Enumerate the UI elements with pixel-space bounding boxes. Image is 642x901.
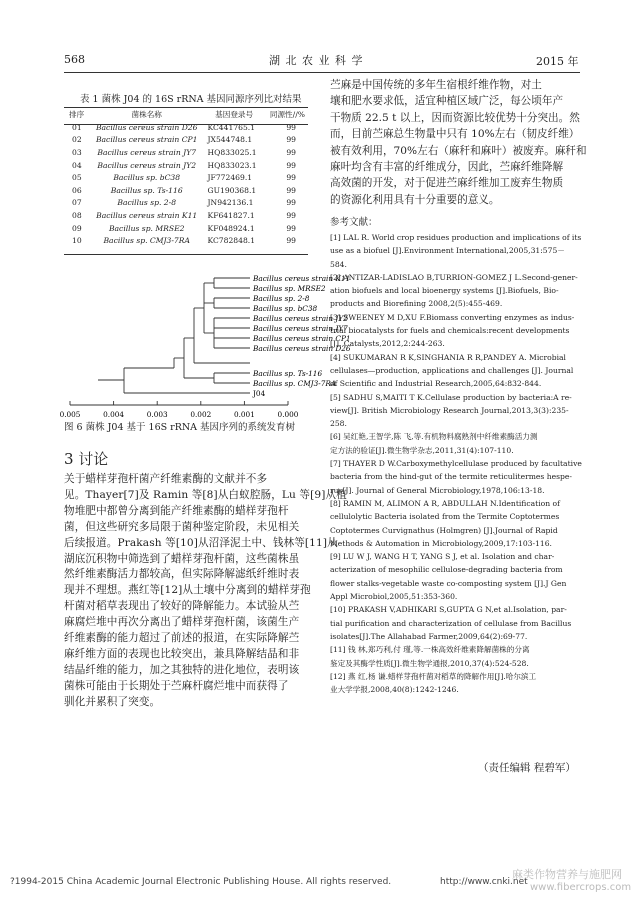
- table-cell: JX544748.1: [207, 135, 253, 145]
- table-cell: Bacillus sp. CMJ3-7RA: [103, 236, 190, 246]
- text-line: 菌，但这些研究多局限于菌种鉴定阶段，未见相关: [64, 520, 300, 533]
- table-cell: GU190368.1: [207, 185, 257, 195]
- col-header: 同源性//%: [269, 110, 305, 119]
- editor-note: （责任编辑 程碧军）: [478, 762, 576, 774]
- table-row: [64, 234, 308, 247]
- table-row: [64, 146, 308, 159]
- homology-table: [64, 108, 308, 247]
- reference-line: tial purification and characterization of cellulase from Bacillus: [330, 618, 572, 628]
- tree-leaf-label: Bacillus cereus strain JY2: [253, 314, 348, 323]
- reference-line: bacteria from the hind-gut of the termite reticulitermes hespe-: [330, 472, 572, 482]
- table-cell: KC782848.1: [207, 236, 256, 246]
- table-cell: Bacillus cereus strain K11: [96, 210, 198, 220]
- tree-leaf-label: J04: [253, 389, 266, 398]
- reference-line: 鉴定及其酶学性质[J].微生物学通报,2010,37(4):524-528.: [330, 658, 529, 668]
- intro-conclusion-text: [330, 77, 587, 208]
- tree-leaf-label: Bacillus sp. bC38: [253, 304, 318, 313]
- reference-line: 业大学学报,2008,40(8):1242-1246.: [330, 685, 459, 695]
- table-bottom-rule: [64, 254, 308, 255]
- table-row: [64, 222, 308, 235]
- tree-leaf-label: Bacillus cereus strain JY7: [253, 324, 348, 333]
- reference-line: [4] SUKUMARAN R K,SINGHANIA R R,PANDEY A. Microbial: [330, 352, 566, 362]
- col-header: 排序: [69, 110, 85, 119]
- reference-line: products and Biorefining 2008,2(5):455-469.: [330, 299, 503, 309]
- reference-line: view[J]. British Microbiology Research Journal,2013,3(3):235-: [330, 405, 569, 415]
- reference-line: 584.: [330, 259, 347, 269]
- table-cell: 07: [72, 198, 82, 208]
- reference-line: [12] 燕 红,杨 谦.蜡样芽孢杆菌对稻草的降解作用[J].哈尔滨工: [330, 671, 537, 681]
- discussion-text: [64, 472, 347, 711]
- section-heading: 3 讨论: [64, 450, 109, 468]
- table-cell: 99: [286, 160, 296, 170]
- table-cell: Bacillus cereus strain JY7: [97, 147, 197, 157]
- table-cell: Bacillus cereus strain D26: [95, 122, 198, 132]
- table-cell: 02: [72, 135, 82, 145]
- reference-line: Methods & Automation in Microbiology,2009,17:103-116.: [330, 538, 552, 548]
- reference-line: trial biocatalysts for fuels and chemicals:recent developments: [330, 326, 570, 336]
- cnki-link[interactable]: http://www.cnki.net: [440, 877, 528, 887]
- table-cell: 01: [72, 122, 82, 132]
- scale-tick-label: 0.002: [190, 410, 212, 419]
- reference-line: ation biofuels and local bioenergy systems [J].Biofuels, Bio-: [330, 286, 559, 296]
- table-cell: Bacillus sp. 2-8: [117, 198, 177, 208]
- reference-line: of Scientific and Industrial Research,2005,64:832-844.: [330, 379, 542, 389]
- table-cell: Bacillus sp. MRSE2: [108, 223, 185, 233]
- text-line: 高效菌的开发，对于促进苎麻纤维加工废弃生物质: [330, 177, 564, 190]
- table-row: [64, 197, 308, 210]
- table-cell: 99: [286, 210, 296, 220]
- table-cell: JN942136.1: [207, 198, 254, 208]
- figure6-caption: 图 6 菌株 J04 基于 16S rRNA 基因序列的系统发育树: [64, 422, 296, 433]
- reference-line: Appl Microbiol,2005,51:353-360.: [330, 592, 458, 602]
- table-cell: 99: [286, 135, 296, 145]
- tree-leaf-label: Bacillus sp. Ts-116: [253, 369, 323, 378]
- col-header: 基因登录号: [215, 110, 254, 119]
- table-cell: JF772469.1: [207, 173, 253, 183]
- table-cell: 99: [286, 147, 296, 157]
- table-row: [64, 134, 308, 147]
- reference-line: [5] SADHU S,MAITI T K.Cellulase production by bacteria:A re-: [330, 392, 572, 402]
- text-line: 纤维素酶的能力超过了前述的报道，在实际降解苎: [64, 632, 300, 645]
- reference-line: [10] PRAKASH V,ADHIKARI S,GUPTA G N,et al.Isolation, par-: [330, 605, 567, 615]
- table-cell: 08: [72, 210, 82, 220]
- phylogenetic-tree: [59, 268, 351, 420]
- reference-line: cellulolytic Bacteria isolated from the Termite Coptotermes: [330, 512, 560, 522]
- text-line: 杆菌对稻草表现出了较好的降解能力。本试验从苎: [64, 600, 300, 613]
- text-line: 关于蜡样芽孢杆菌产纤维素酶的文献并不多: [64, 473, 268, 485]
- table-cell: Bacillus cereus strain CP1: [95, 135, 198, 145]
- table-cell: Bacillus sp. Ts-116: [110, 185, 183, 195]
- tree-leaf-label: Bacillus cereus strain D26: [253, 344, 351, 353]
- text-line: 的资源化利用具有十分重要的意义。: [330, 193, 500, 206]
- table-header-row: [64, 108, 308, 121]
- scale-tick-label: 0.005: [59, 410, 81, 419]
- scale-tick-label: 0.004: [103, 410, 125, 419]
- scale-tick-label: 0.000: [277, 410, 299, 419]
- table-cell: KF641827.1: [207, 210, 255, 220]
- tree-leaf-label: Bacillus sp. MRSE2: [253, 284, 326, 293]
- col-header: 菌株名称: [131, 110, 162, 119]
- text-line: 麻腐烂堆中再次分离出了蜡样芽孢杆菌，该菌生产: [64, 616, 300, 629]
- table-cell: Bacillus sp. bC38: [113, 173, 181, 183]
- text-line: 干物质 22.5 t 以上，因而资源比较优势十分突出。然: [330, 111, 580, 124]
- reference-list: [330, 231, 582, 696]
- table1-caption: 表 1 菌株 J04 的 16S rRNA 基因同源序列比对结果: [80, 94, 302, 105]
- text-line: 现并不理想。燕红等[12]从土壤中分离到的蜡样芽孢: [64, 584, 311, 597]
- text-line: 驯化并累积了突变。: [64, 695, 161, 708]
- table-cell: HQ833023.1: [207, 160, 257, 170]
- tree-leaf-label: Bacillus cereus strain K11: [253, 274, 351, 283]
- table-cell: 99: [286, 173, 296, 183]
- reference-line: [3] SWEENEY M D,XU F.Biomass converting enzymes as indus-: [330, 312, 575, 322]
- table-cell: 99: [286, 198, 296, 208]
- tree-leaf-label: Bacillus sp. 2-8: [253, 294, 310, 303]
- header-rule: [64, 72, 580, 73]
- scale-tick-label: 0.001: [233, 410, 255, 419]
- watermark-cn: 麻类作物营养与施肥网: [512, 868, 622, 881]
- table-cell: 09: [72, 223, 82, 233]
- reference-line: rus[J]. Journal of General Microbiology,1978,106:13-18.: [330, 485, 545, 495]
- text-line: 然纤维素酶活力都较高，但实际降解滤纸纤维时表: [64, 568, 300, 581]
- text-line: 后续报道。Prakash 等[10]从沼泽泥土中、钱林等[11]从: [64, 536, 338, 549]
- table-cell: Bacillus cereus strain JY2: [97, 160, 197, 170]
- text-line: 麻叶均含有丰富的纤维成分，因此，苎麻纤维降解: [330, 161, 564, 174]
- reference-line: [J]. Catalysts,2012,2:244-263.: [330, 339, 445, 349]
- table-row: [64, 171, 308, 184]
- text-line: 而，目前苎麻总生物量中只有 10%左右（韧皮纤维）: [330, 128, 580, 141]
- table-cell: HQ833025.1: [207, 147, 257, 157]
- scale-axis: [70, 401, 288, 405]
- table-mid-rule: [64, 124, 308, 125]
- scale-tick-label: 0.003: [146, 410, 168, 419]
- text-line: 麻纤维方面的表现也比较突出，兼具降解结晶和非: [64, 647, 300, 660]
- reference-line: [6] 吴红艳,王智学,陈 飞,等.有机物料腐熟剂中纤维素酶活力测: [330, 432, 538, 442]
- table-row: [64, 121, 308, 134]
- text-line: 菌株可能由于长期处于苎麻杆腐烂堆中而获得了: [64, 679, 289, 692]
- table-cell: 04: [72, 160, 82, 170]
- reference-line: flower stalks-vegetable waste co-composting system [J].J Gen: [330, 578, 567, 588]
- table-row: [64, 159, 308, 172]
- reference-line: [8] RAMIN M, ALIMON A R, ABDULLAH N.Identification of: [330, 498, 560, 508]
- reference-line: [1] LAL R. World crop residues production and implications of its: [330, 233, 582, 242]
- text-line: 见。Thayer[7]及 Ramin 等[8]从白蚁腔肠，Lu 等[9]从植: [64, 488, 347, 501]
- copyright-text: ?1994-2015 China Academic Journal Electronic Publishing House. All rights reserved.: [10, 877, 392, 887]
- table-cell: 03: [72, 147, 82, 157]
- reference-line: [2] ANTIZAR-LADISLAO B,TURRION-GOMEZ J L.Second-gener-: [330, 272, 578, 282]
- table-cell: KC441765.1: [207, 122, 256, 132]
- table-cell: 99: [286, 185, 296, 195]
- table-cell: KF048924.1: [207, 223, 255, 233]
- text-line: 物堆肥中都曾分离到能产纤维素酶的蜡样芽孢杆: [64, 504, 289, 517]
- text-line: 结晶纤维的能力，加之其独特的进化地位，表明该: [64, 663, 300, 676]
- reference-line: 258.: [330, 419, 347, 429]
- text-line: 壤和肥水要求低，适宜种植区域广泛，每公顷年产: [330, 95, 564, 108]
- table-row: [64, 184, 308, 197]
- text-line: 湖底沉积物中筛选到了蜡样芽孢杆菌，这些菌株虽: [64, 552, 300, 565]
- table-cell: 99: [286, 223, 296, 233]
- reference-line: acterization of mesophilic cellulose-degrading bacteria from: [330, 565, 563, 575]
- reference-line: isolates[J].The Allahabad Farmer,2009,64(2):69-77.: [330, 631, 528, 641]
- reference-line: [9] LU W J, WANG H T, YANG S J, et al. Isolation and char-: [330, 552, 555, 562]
- reference-line: [11] 钱 林,郑巧利,付 瑾,等.一株高效纤维素降解菌株的分离: [330, 645, 530, 655]
- reference-line: 定方法的验证[J].微生物学杂志,2011,31(4):107-110.: [330, 445, 514, 455]
- page-number: 568: [64, 53, 85, 66]
- table-cell: 06: [72, 185, 82, 195]
- text-line: 苎麻是中国传统的多年生宿根纤维作物，对土: [330, 79, 542, 91]
- table-cell: 10: [72, 236, 82, 246]
- reference-line: cellulases—production, applications and challenges [J]. Journal: [330, 365, 574, 375]
- table-cell: 05: [72, 173, 82, 183]
- journal-year: 2015 年: [536, 55, 579, 68]
- reference-line: Coptotermes Curvignathus (Holmgren) [J].Journal of Rapid: [330, 525, 558, 535]
- tree-branches: [98, 278, 250, 393]
- tree-leaf-label: Bacillus cereus strain CP1: [253, 334, 351, 343]
- table-cell: 99: [286, 236, 296, 246]
- watermark-url: www.fibercrops.com: [530, 882, 632, 893]
- table-cell: 99: [286, 122, 296, 132]
- reference-line: [7] THAYER D W.Carboxymethylcellulase produced by facultative: [330, 459, 582, 469]
- table-row: [64, 209, 308, 222]
- reference-line: use as a biofuel [J].Environment International,2005,31:575－: [330, 246, 565, 256]
- tree-leaf-label: Bacillus sp. CMJ3-7RA: [253, 379, 337, 388]
- text-line: 被有效利用，70%左右（麻秆和麻叶）被废弃。麻秆和: [330, 144, 587, 157]
- journal-title: 湖 北 农 业 科 学: [269, 54, 364, 67]
- references-title: 参考文献：: [330, 217, 378, 228]
